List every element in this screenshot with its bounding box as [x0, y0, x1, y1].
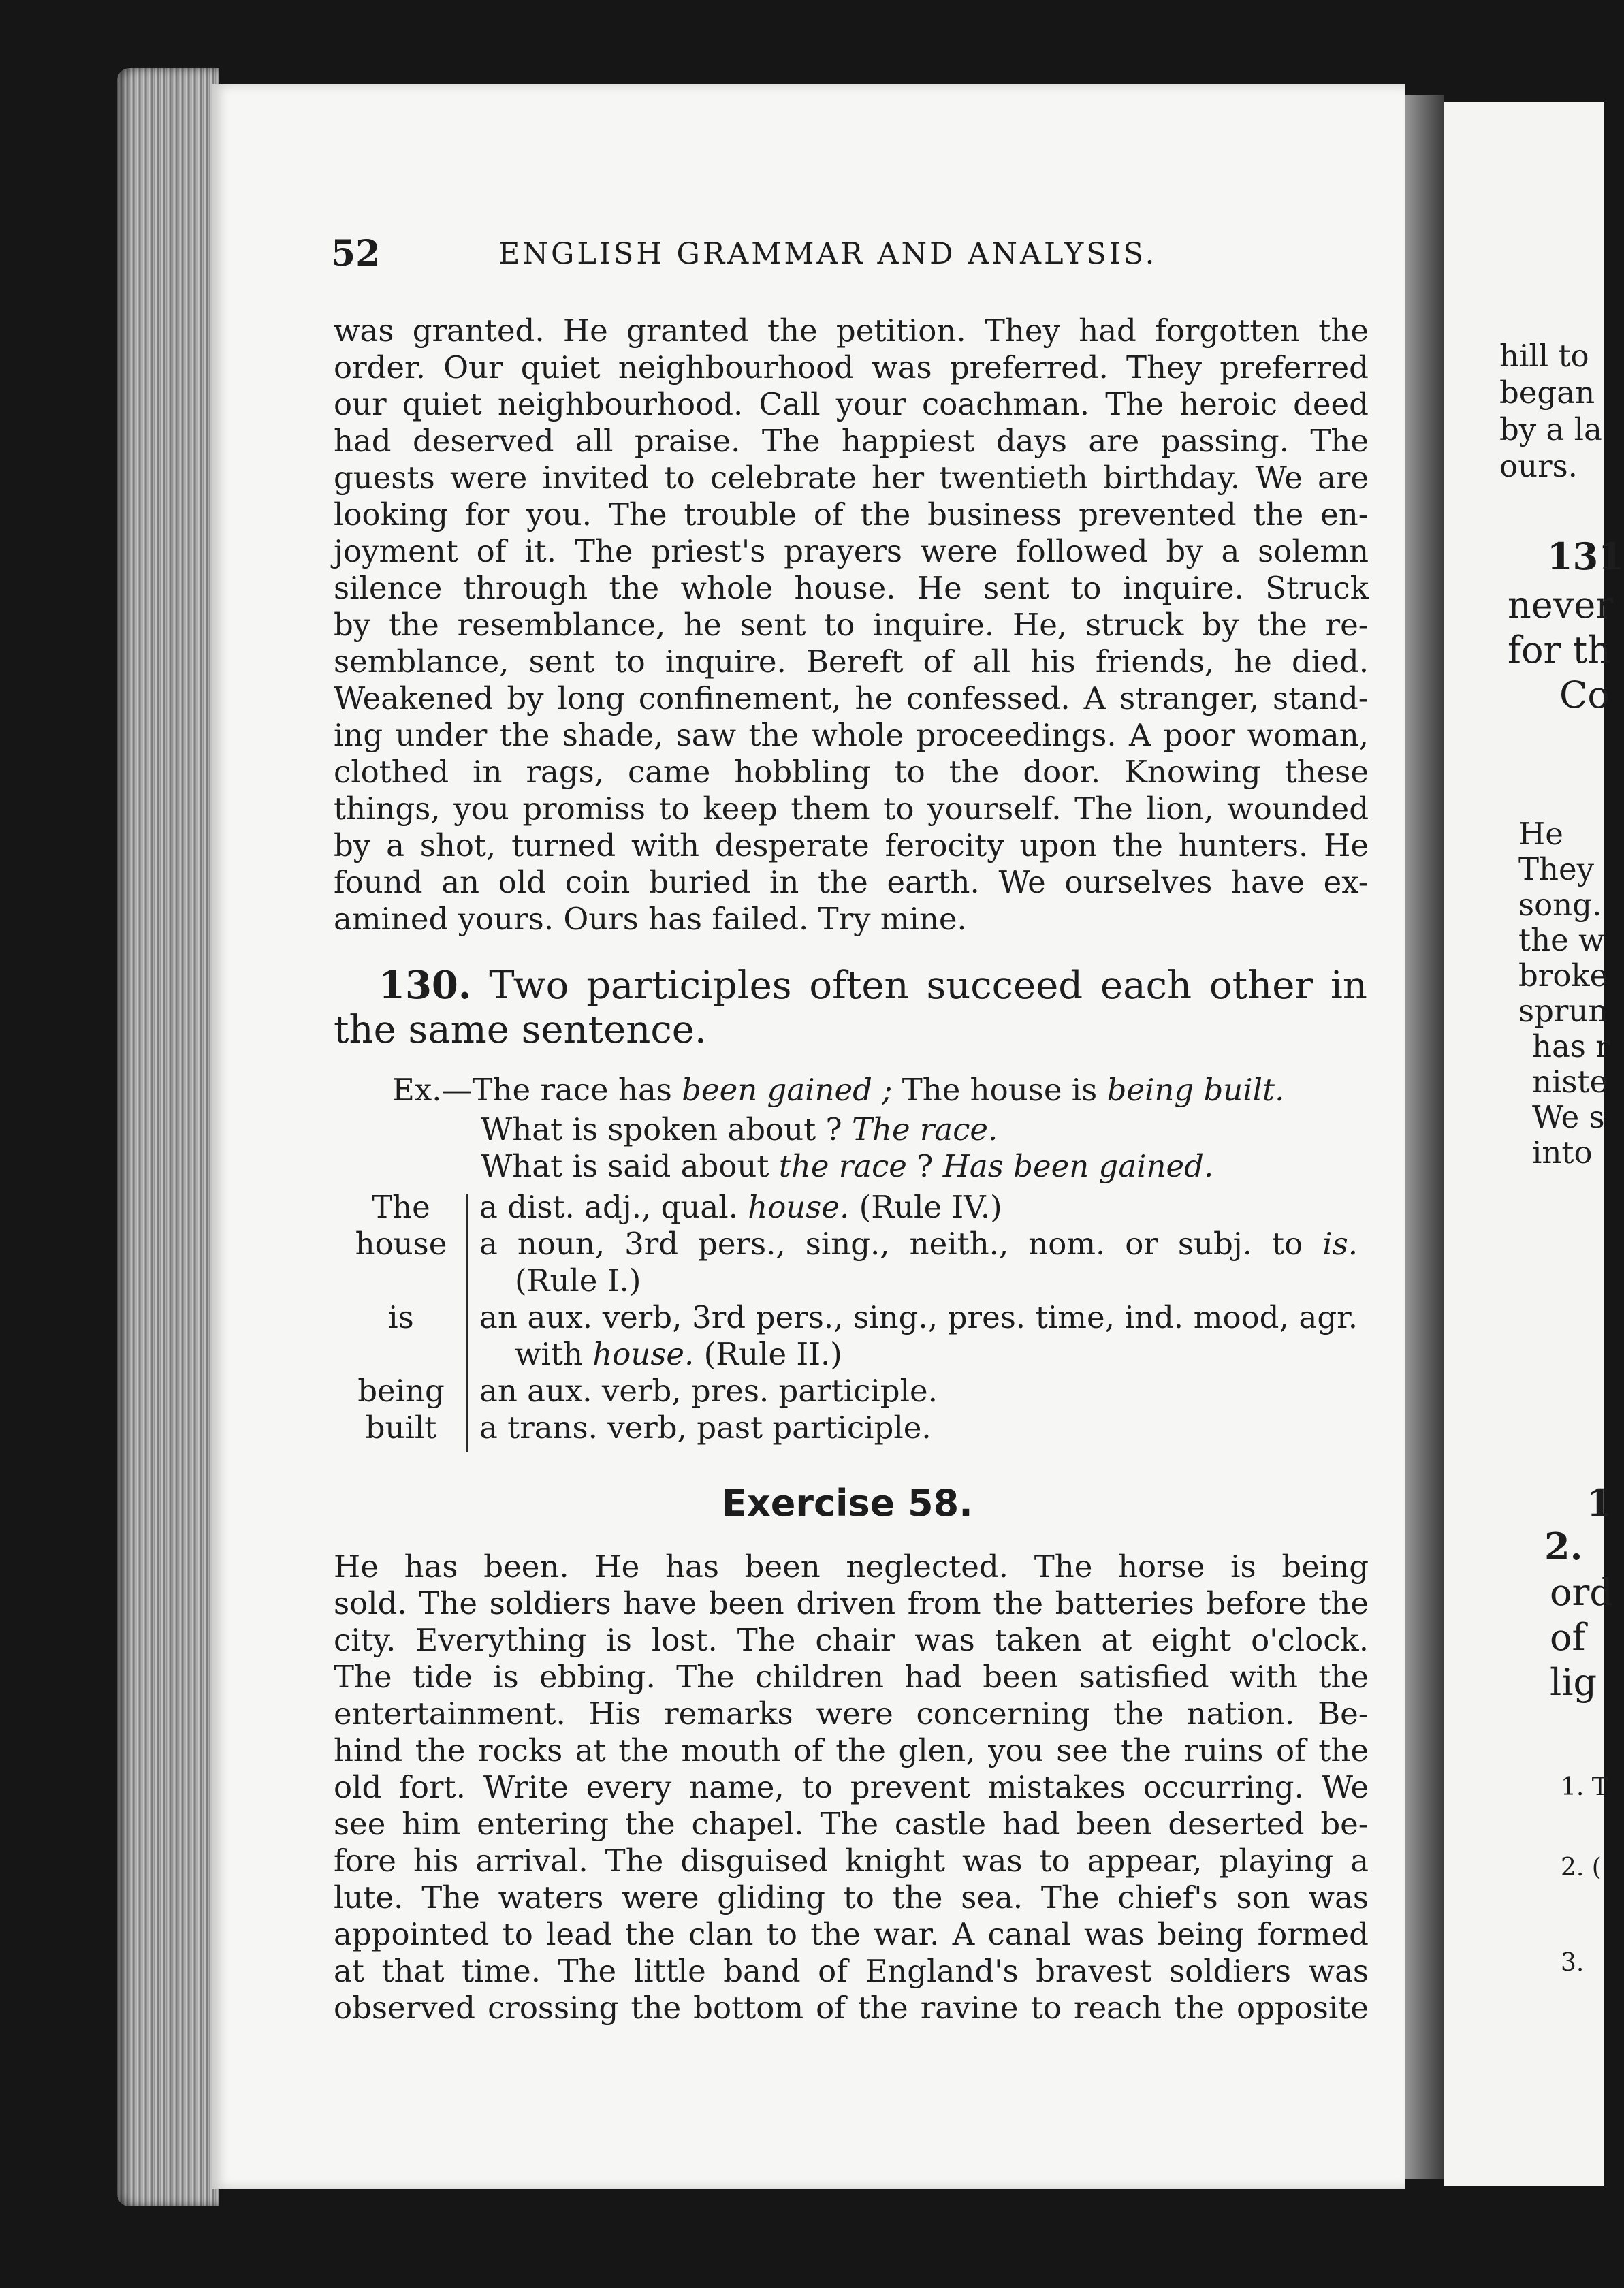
fragment-text: 2. (	[1561, 1854, 1602, 1881]
fragment-text: He	[1518, 816, 1563, 852]
fragment-text: song.	[1518, 887, 1602, 923]
text-line: city. Everything is lost. The chair was taken at eight o'clock.	[334, 1622, 1369, 1658]
fragment-text: 131	[1547, 535, 1624, 578]
exercise-title: Exercise 58.	[722, 1482, 973, 1525]
book-gutter	[1404, 95, 1444, 2179]
page-number: 52	[331, 233, 381, 274]
question-line: What is said about the race ? Has been gained.	[481, 1148, 1214, 1184]
fragment-text: by a la	[1499, 411, 1602, 447]
fragment-text: 2.	[1544, 1525, 1583, 1568]
fragment-text: niste	[1532, 1064, 1608, 1100]
text-line: looking for you. The trouble of the business prevented the en-	[334, 496, 1369, 533]
parsing-description: a trans. verb, past participle.	[479, 1410, 932, 1446]
fragment-text: Co	[1559, 673, 1610, 716]
parsed-word: house	[355, 1226, 447, 1262]
text-line: lute. The waters were gliding to the sea. The chief's son was	[334, 1879, 1369, 1916]
book-page-edges	[117, 68, 219, 2206]
text-line: semblance, sent to inquire. Bereft of all his friends, he died.	[334, 644, 1369, 680]
text-line: Weakened by long confinement, he confessed. A stranger, stand-	[334, 680, 1369, 716]
text-line: found an old coin buried in the earth. We ourselves have ex-	[334, 864, 1369, 900]
fragment-text: into	[1532, 1134, 1593, 1171]
text-line: sold. The soldiers have been driven from the batteries before the	[334, 1585, 1369, 1621]
text-line: order. Our quiet neighbourhood was preferred. They preferred	[334, 349, 1369, 385]
parsed-word: built	[365, 1410, 437, 1446]
parsed-word: is	[388, 1299, 414, 1335]
parsing-description: a dist. adj., qual. house. (Rule IV.)	[479, 1189, 1002, 1225]
text-line: He has been. He has been neglected. The horse is being	[334, 1548, 1369, 1585]
section-130-heading	[379, 963, 1367, 1008]
section-number: 130.	[379, 963, 472, 1008]
fragment-text: ord	[1550, 1571, 1613, 1614]
fragment-text: has r	[1532, 1028, 1610, 1064]
text-line: silence through the whole house. He sent to inquire. Struck	[334, 570, 1369, 606]
parsing-table	[343, 1189, 1365, 1455]
left-page	[212, 84, 1405, 2189]
running-title: ENGLISH GRAMMAR AND ANALYSIS.	[498, 237, 1158, 271]
example-line: Ex.—The race has been gained ; The house is being built.	[392, 1072, 1285, 1108]
text-line: guests were invited to celebrate her twentieth birthday. We are	[334, 460, 1369, 496]
section-rule-continuation: the same sentence.	[334, 1008, 707, 1052]
text-line: by the resemblance, he sent to inquire. He, struck by the re-	[334, 607, 1369, 643]
parsing-description-continued: (Rule I.)	[515, 1262, 641, 1299]
fragment-text: ours.	[1499, 448, 1578, 484]
example-label: Ex.	[392, 1072, 442, 1108]
fragment-text: hill to	[1499, 338, 1589, 374]
text-line: ing under the shade, saw the whole proceedings. A poor woman,	[334, 717, 1369, 753]
text-line: at that time. The little band of England's bravest soldiers was	[334, 1953, 1369, 1989]
section-rule-text: Two participles often succeed each other in	[489, 964, 1367, 1008]
right-page-fragment	[1444, 102, 1624, 2186]
fragment-text: 1	[1587, 1481, 1612, 1525]
text-line: hind the rocks at the mouth of the glen, you see the ruins of the	[334, 1732, 1369, 1768]
text-line: was granted. He granted the petition. They had forgotten the	[334, 313, 1369, 349]
text-line: fore his arrival. The disguised knight was to appear, playing a	[334, 1843, 1369, 1879]
parsing-divider	[466, 1194, 468, 1452]
fragment-text: They	[1518, 851, 1595, 887]
fragment-text: lig	[1550, 1661, 1597, 1704]
fragment-text: of	[1550, 1616, 1586, 1659]
text-line: entertainment. His remarks were concerning the nation. Be-	[334, 1696, 1369, 1732]
fragment-text: 1. T	[1561, 1773, 1608, 1801]
fragment-text: sprun	[1518, 993, 1608, 1029]
text-line: joyment of it. The priest's prayers were followed by a solemn	[334, 533, 1369, 569]
text-line: by a shot, turned with desperate ferocity upon the hunters. He	[334, 827, 1369, 863]
text-line: clothed in rags, came hobbling to the door. Knowing these	[334, 754, 1369, 790]
parsed-word: being	[357, 1373, 445, 1409]
text-line: old fort. Write every name, to prevent mistakes occurring. We	[334, 1769, 1369, 1805]
parsed-word: The	[372, 1189, 430, 1225]
fragment-text: We s	[1532, 1099, 1605, 1135]
fragment-text: never	[1508, 584, 1614, 626]
question-line: What is spoken about ? The race.	[481, 1111, 998, 1147]
parsing-description: an aux. verb, pres. participle.	[479, 1373, 938, 1409]
fragment-text: for th	[1508, 629, 1611, 671]
parsing-description-continued: with house. (Rule II.)	[515, 1336, 842, 1372]
fragment-text: broke	[1518, 957, 1608, 994]
text-line: observed crossing the bottom of the ravine to reach the opposite	[334, 1990, 1369, 2026]
fragment-text: began	[1499, 375, 1595, 411]
text-line: our quiet neighbourhood. Call your coachman. The heroic deed	[334, 386, 1369, 422]
text-line: appointed to lead the clan to the war. A canal was being formed	[334, 1916, 1369, 1952]
text-line: The tide is ebbing. The children had been satisfied with the	[334, 1659, 1369, 1695]
text-line: had deserved all praise. The happiest days are passing. The	[334, 423, 1369, 459]
text-line: things, you promiss to keep them to yourself. The lion, wounded	[334, 791, 1369, 827]
parsing-description: an aux. verb, 3rd pers., sing., pres. time, ind. mood, agr.	[479, 1299, 1358, 1335]
text-line: see him entering the chapel. The castle had been deserted be-	[334, 1806, 1369, 1842]
fragment-text: the w	[1518, 922, 1605, 958]
fragment-text: 3.	[1561, 1949, 1585, 1977]
text-line: amined yours. Ours has failed. Try mine.	[334, 901, 967, 937]
parsing-description: a noun, 3rd pers., sing., neith., nom. or subj. to is.	[479, 1226, 1358, 1262]
